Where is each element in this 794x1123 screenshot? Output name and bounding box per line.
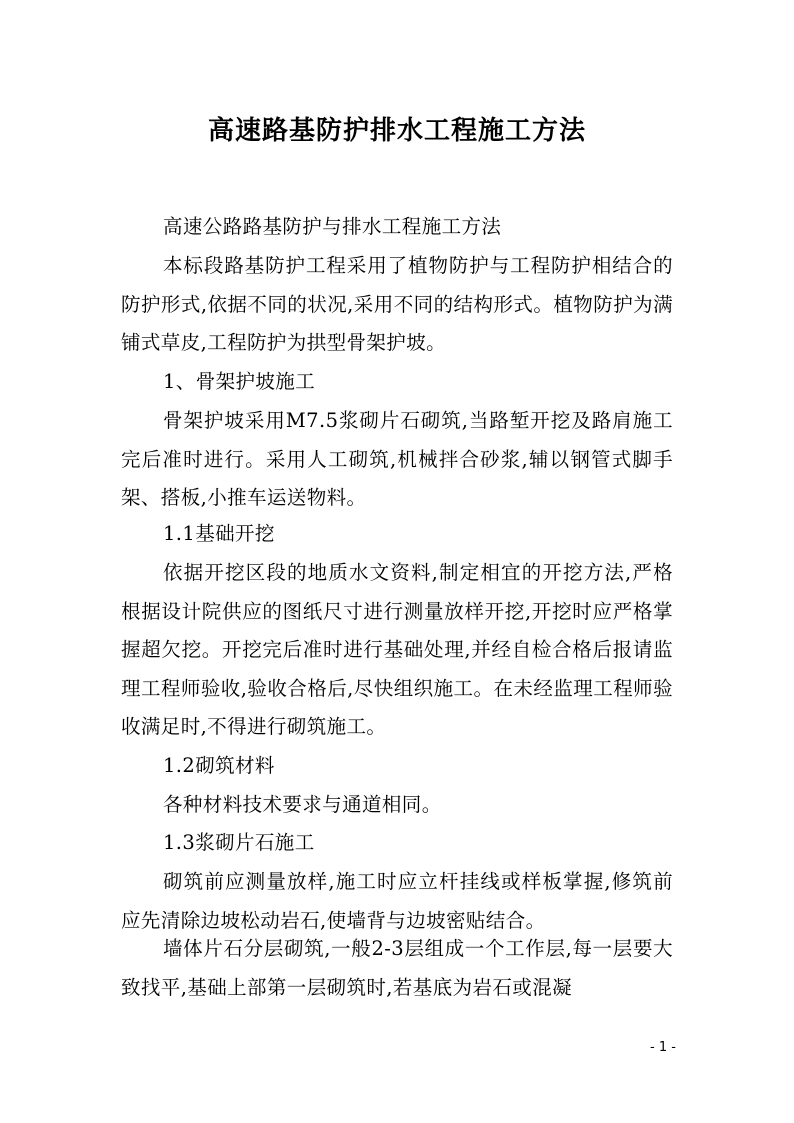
paragraph-intro: 本标段路基防护工程采用了植物防护与工程防护相结合的防护形式,依据不同的状况,采用不同的结构形式。植物防护为满铺式草皮,工程防护为拱型骨架护坡。 — [121, 254, 673, 354]
paragraph-subtitle: 高速公路路基防护与排水工程施工方法 — [163, 215, 502, 238]
section-heading-1-2: 1.2砌筑材料 — [163, 754, 275, 777]
section-heading-1-1: 1.1基础开挖 — [163, 522, 275, 545]
paragraph-excavation: 依据开挖区段的地质水文资料,制定相宜的开挖方法,严格根据设计院供应的图纸尺寸进行测量放样开挖,开挖时应严格掌握超欠挖。开挖完后准时进行基础处理,并经自检合格后报请监理工程师验收,验收合格后,尽快组织施工。在未经监理工程师验收满足时,不得进行砌筑施工。 — [121, 561, 673, 738]
paragraph-materials: 各种材料技术要求与通道相同。 — [163, 793, 442, 816]
paragraph-masonry-prep: 砌筑前应测量放样,施工时应立杆挂线或样板掌握,修筑前应先清除边坡松动岩石,使墙背与边坡密贴结合。 — [121, 870, 673, 932]
page-number: - 1 - — [650, 1040, 676, 1055]
paragraph-skeleton-slope: 骨架护坡采用M7.5浆砌片石砌筑,当路堑开挖及路肩施工完后准时进行。采用人工砌筑,机械拌合砂浆,辅以钢管式脚手架、搭板,小推车运送物料。 — [121, 409, 673, 509]
section-heading-1-3: 1.3浆砌片石施工 — [163, 831, 315, 854]
section-heading-1: 1、骨架护坡施工 — [163, 370, 316, 393]
document-title: 高速路基防护排水工程施工方法 — [207, 116, 586, 146]
paragraph-masonry-layers: 墙体片石分层砌筑,一般2-3层组成一个工作层,每一层要大致找平,基础上部第一层砌筑时,若基底为岩石或混凝 — [121, 937, 673, 999]
